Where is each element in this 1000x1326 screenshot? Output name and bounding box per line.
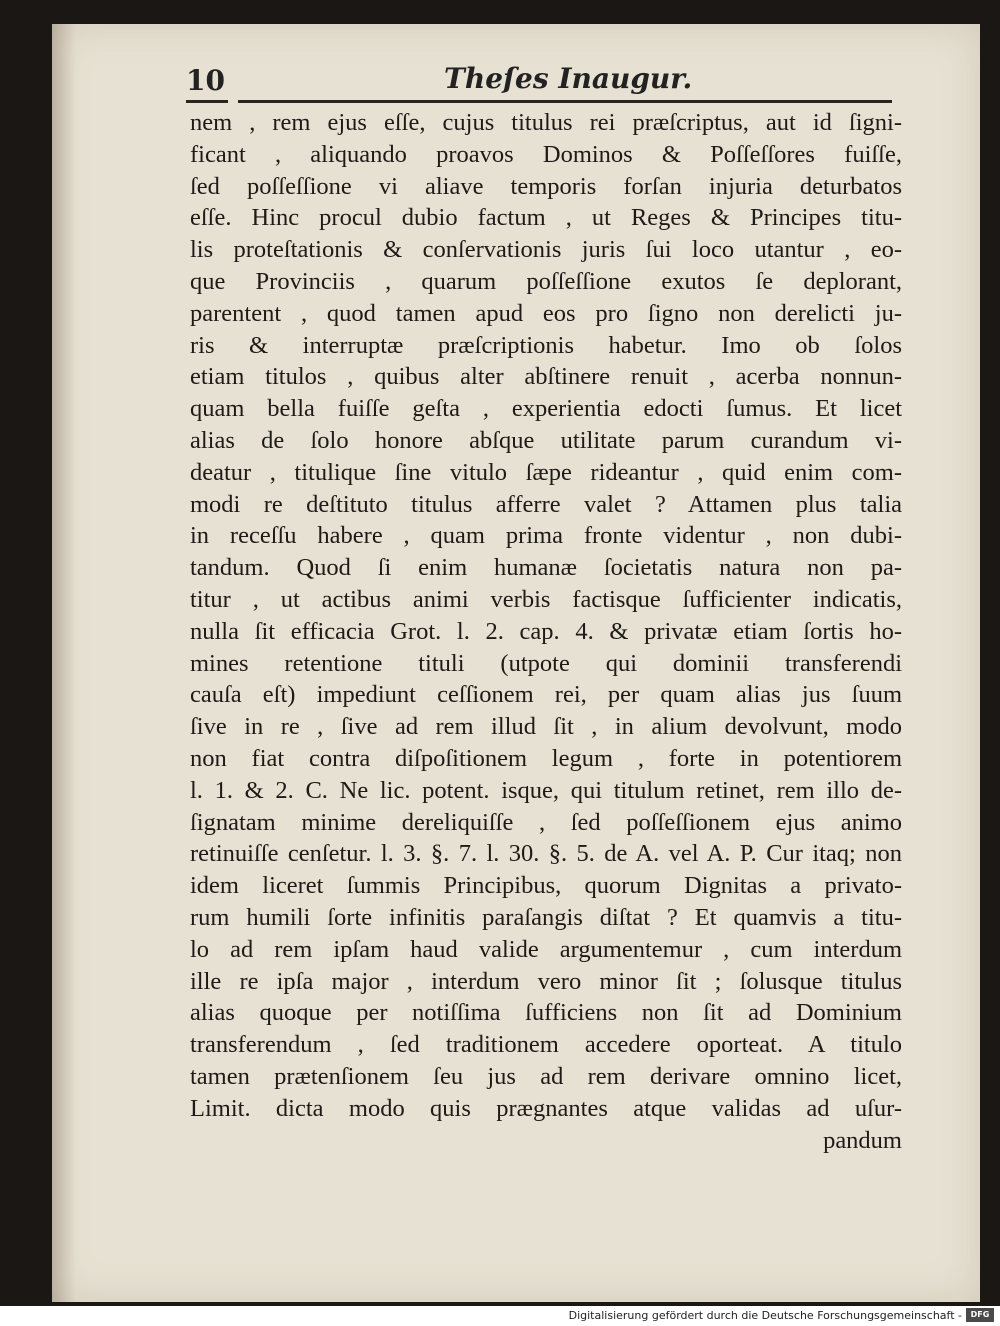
text-line: tandum. Quod ſi enim humanæ ſocietatis natura non pa- xyxy=(190,554,902,582)
text-line: Limit. dicta modo quis prægnantes atque validas ad uſur- xyxy=(190,1094,902,1122)
body-text xyxy=(190,107,902,1156)
text-line: titur , ut actibus animi verbis factisque ſufficienter indicatis, xyxy=(190,585,902,613)
text-line: que Provinciis , quarum poſſeſſione exutos ſe deplorant, xyxy=(190,267,902,295)
page-number: 10 xyxy=(186,64,225,97)
text-line: retinuiſſe cenſetur. l. 3. §. 7. l. 30. §. 5. de A. vel A. P. Cur itaq; non xyxy=(190,840,902,868)
text-line: alias quoque per notiſſima ſufficiens non ſit ad Dominium xyxy=(190,999,902,1027)
text-line: nem , rem ejus eſſe, cujus titulus rei præſcriptus, aut id ſigni- xyxy=(190,109,902,136)
text-line: parentent , quod tamen apud eos pro ſigno non derelicti ju- xyxy=(190,299,902,327)
text-line: quam bella fuiſſe geſta , experientia edocti ſumus. Et licet xyxy=(190,395,902,423)
text-line: tamen prætenſionem ſeu jus ad rem derivare omnino licet, xyxy=(190,1062,902,1090)
text-line: mines retentione tituli (utpote qui dominii transferendi xyxy=(190,649,902,677)
text-line: ſignatam minime dereliquiſſe , ſed poſſeſſionem ejus animo xyxy=(190,808,902,836)
text-line: ſive in re , ſive ad rem illud ſit , in alium devolvunt, modo xyxy=(190,713,902,741)
text-line: l. 1. & 2. C. Ne lic. potent. isque, qui titulum retinet, rem illo de- xyxy=(190,776,902,804)
text-line: ficant , aliquando proavos Dominos & Poſſeſſores fuiſſe, xyxy=(190,140,902,168)
text-line: etiam titulos , quibus alter abſtinere renuit , acerba nonnun- xyxy=(190,363,902,391)
text-line: modi re deſtituto titulus afferre valet ? Attamen plus talia xyxy=(190,490,902,518)
text-line: cauſa eſt) impediunt ceſſionem rei, per quam alias jus ſuum xyxy=(190,681,902,709)
text-line: lo ad rem ipſam haud valide argumentemur , cum interdum xyxy=(190,935,902,963)
text-line: ille re ipſa major , interdum vero minor ſit ; ſolusque titulus xyxy=(190,967,902,995)
catchword: pandum xyxy=(823,1126,902,1154)
running-head: Theſes Inaugur. xyxy=(444,62,693,95)
text-line: eſſe. Hinc procul dubio factum , ut Reges & Principes titu- xyxy=(190,204,902,232)
text-line: non fiat contra diſpoſitionem legum , forte in potentiorem xyxy=(190,744,902,772)
header-rule xyxy=(186,100,892,103)
footer-credit: Digitalisierung gefördert durch die Deutsche Forschungsgemeinschaft - xyxy=(568,1309,962,1322)
text-line: deatur , titulique ſine vitulo ſæpe rideantur , quid enim com- xyxy=(190,458,902,486)
text-line: ſed poſſeſſione vi aliave temporis forſan injuria deturbatos xyxy=(190,172,902,200)
text-line: nulla ſit efficacia Grot. l. 2. cap. 4. & privatæ etiam ſortis ho- xyxy=(190,617,902,645)
text-line: alias de ſolo honore abſque utilitate parum curandum vi- xyxy=(190,426,902,454)
text-line: ris & interruptæ præſcriptionis habetur. Imo ob ſolos xyxy=(190,331,902,359)
text-line: rum humili ſorte infinitis paraſangis diſtat ? Et quamvis a titu- xyxy=(190,903,902,931)
text-line: in receſſu habere , quam prima fronte videntur , non dubi- xyxy=(190,522,902,550)
text-line: transferendum , ſed traditionem accedere oporteat. A titulo xyxy=(190,1031,902,1059)
text-line: lis proteſtationis & conſervationis juris ſui loco utantur , eo- xyxy=(190,236,902,264)
dfg-logo-icon: DFG xyxy=(966,1308,994,1322)
text-line: idem liceret ſummis Principibus, quorum Dignitas a privato- xyxy=(190,872,902,900)
